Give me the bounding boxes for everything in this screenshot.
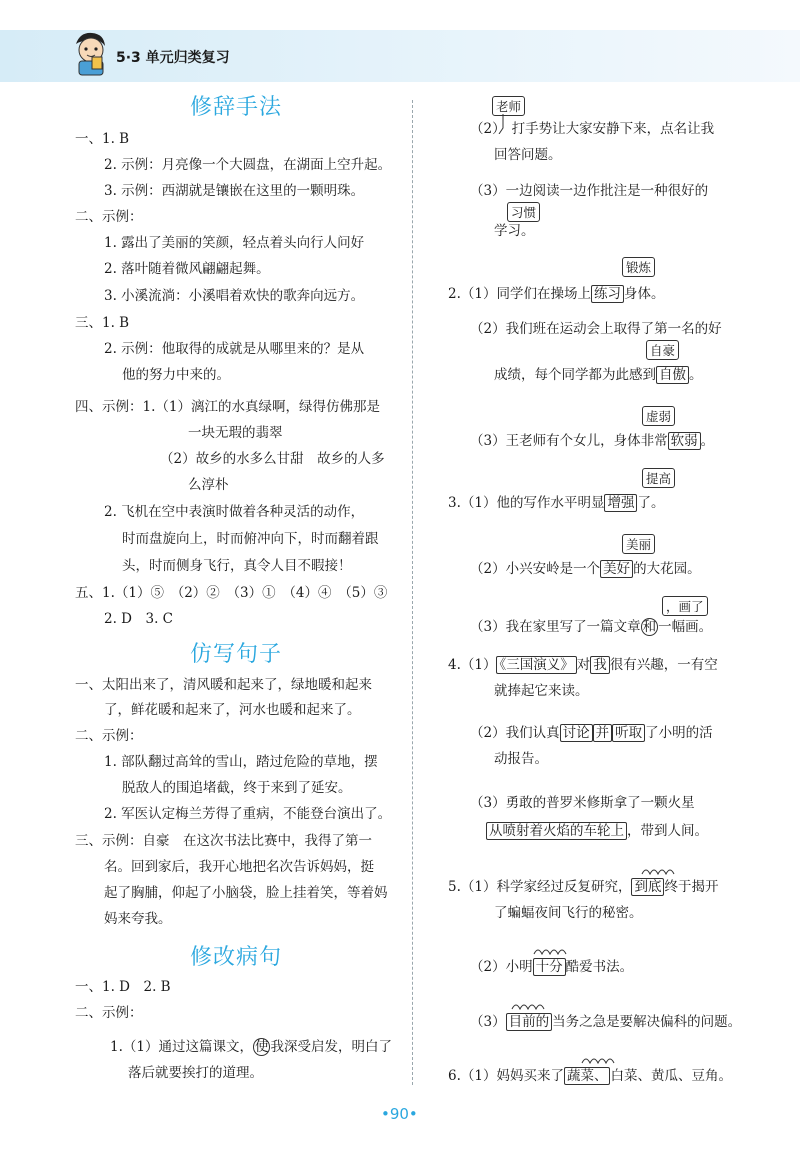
swap-word: 讨论 (560, 724, 593, 742)
answer-line: 么淳朴 (188, 477, 229, 493)
delete-mark-icon (532, 944, 568, 958)
answer-line: （2） 打手势让大家安静下来，点名让我 (470, 121, 715, 137)
answer-line: 妈来夸我。 (104, 911, 172, 927)
answer-line: 时而盘旋向上，时而俯冲向下，时而翻着跟 (122, 531, 379, 547)
answer-line: 一块无瑕的翡翠 (188, 425, 283, 441)
replaced-word: 增强 (604, 494, 637, 512)
answer-line: 二、示例： (75, 1005, 143, 1021)
answer-line: 一、1. D 2. B (75, 979, 171, 995)
swap-word: 我 (590, 656, 610, 674)
delete-mark-icon (580, 1053, 620, 1067)
moved-phrase: 从喷射着火焰的车轮上 (486, 822, 627, 840)
answer-line: （2）故乡的水多么甘甜 故乡的人多 (160, 451, 385, 467)
answer-line: 2. D 3. C (104, 611, 173, 627)
answer-line: 2. 示例：他取得的成就是从哪里来的？是从 (104, 341, 365, 357)
answer-line: 1. 露出了美丽的笑颜，轻点着头向行人问好 (104, 235, 365, 251)
section-title-imitation: 仿写句子 (190, 642, 283, 667)
answer-line: 6.（1）妈妈买来了 蔬菜、 白菜、黄瓜、豆角。 (448, 1068, 732, 1084)
answer-line: 从喷射着火焰的车轮上 ，带到人间。 (486, 822, 708, 840)
answer-line: 学习。 (494, 223, 535, 239)
insert-word: 习惯 (507, 202, 540, 222)
answer-line: （3）一边阅读一边作批注是一种很好的 (470, 183, 709, 199)
answer-line: 2. 军医认定梅兰芳得了重病，不能登台演出了。 (104, 806, 392, 822)
answer-line: 3.（1）他的写作水平明显 增强 了。 (448, 495, 665, 511)
answer-line: 了蝙蝠夜间飞行的秘密。 (494, 905, 643, 921)
answer-line: 脱敌人的围追堵截，终于来到了延安。 (122, 780, 352, 796)
answer-line: 落后就要挨打的道理。 (128, 1065, 263, 1081)
answer-line: 1.（1）通过这篇课文， 使 我深受启发，明白了 (110, 1039, 392, 1055)
answer-line: 3. 小溪流淌：小溪唱着欢快的歌奔向远方。 (104, 288, 365, 304)
section-title-rhetoric: 修辞手法 (190, 95, 283, 120)
answer-line: 3. 示例：西湖就是镶嵌在这里的一颗明珠。 (104, 183, 365, 199)
header-title: 5·3 单元归类复习 (116, 50, 230, 66)
swap-word: 《三国演义》 (496, 656, 576, 674)
answer-line: 5.（1）科学家经过反复研究， 到底 终于揭开 (448, 879, 719, 895)
delete-mark-icon (640, 864, 676, 878)
mascot-icon (70, 30, 110, 76)
answer-line: （2）我们认真 讨论 并 听取 了小明的活 (470, 725, 713, 741)
answer-line: 五、1.（1）⑤ （2）② （3）① （4）④ （5）③ (75, 585, 388, 601)
replaced-word: 软弱 (668, 432, 701, 450)
answer-line: （3） 目前的 当务之急是要解决偏科的问题。 (470, 1014, 742, 1030)
answer-line: 2. 飞机在空中表演时做着各种灵活的动作， (104, 504, 365, 520)
answer-line: 二、示例： (75, 209, 143, 225)
answer-line: 1. 部队翻过高耸的雪山，踏过危险的草地，摆 (104, 754, 378, 770)
answer-line: （2）小兴安岭是一个 美好 的大花园。 (470, 561, 701, 577)
answer-line: 就捧起它来读。 (494, 683, 589, 699)
answer-line: （3）我在家里写了一篇文章 和 一幅画。 (470, 619, 713, 635)
deleted-word: 蔬菜、 (564, 1067, 611, 1085)
insert-word: 老师 (492, 96, 525, 116)
answer-line: 回答问题。 (494, 147, 562, 163)
answer-line: 一、1. B (75, 131, 130, 147)
answer-line: （3）勇敢的普罗米修斯拿了一颗火星 (470, 795, 695, 811)
answer-line: 起了胸脯，仰起了小脑袋，脸上挂着笑，等着妈 (104, 885, 388, 901)
page-number: •90• (381, 1105, 418, 1123)
delete-mark-icon (510, 999, 550, 1013)
replaced-word: 自傲 (656, 366, 689, 384)
answer-line: （2）小明 十分 酷爱书法。 (470, 959, 634, 975)
answer-line: 一、太阳出来了，清风暖和起来了，绿地暖和起来 (75, 677, 372, 693)
deleted-word: 十分 (533, 958, 566, 976)
answer-line: 名。回到家后，我开心地把名次告诉妈妈，挺 (104, 859, 374, 875)
answer-line: 三、1. B (75, 315, 130, 331)
swap-word: 听取 (612, 724, 645, 742)
answer-line: 4.（1） 《三国演义》 对 我 很有兴趣，一有空 (448, 657, 718, 673)
insert-word: 自豪 (646, 340, 679, 360)
deleted-word: 目前的 (506, 1013, 553, 1031)
answer-line: 二、示例： (75, 728, 143, 744)
answer-line: 了，鲜花暖和起来了，河水也暖和起来了。 (104, 702, 361, 718)
insert-word: 锻炼 (622, 257, 655, 277)
column-divider (412, 100, 413, 1085)
replaced-word: 练习 (591, 285, 624, 303)
deleted-word-circle: 使 (254, 1039, 269, 1055)
replaced-word: 美好 (600, 560, 633, 578)
deleted-word-circle: 和 (642, 619, 657, 635)
insert-word: 提高 (642, 468, 675, 488)
answer-line: 头，时而侧身飞行，真令人目不暇接！ (122, 558, 352, 574)
answer-line: （3）王老师有个女儿，身体非常 软弱 。 (470, 433, 715, 449)
answer-line: 四、示例：1.（1）漓江的水真绿啊，绿得仿佛那是 (75, 399, 380, 415)
answer-line: 2. 落叶随着微风翩翩起舞。 (104, 261, 270, 277)
answer-line: 成绩，每个同学都为此感到 自傲 。 (494, 367, 703, 383)
insert-word: 美丽 (622, 534, 655, 554)
insert-word: ，画了 (662, 596, 708, 616)
answer-line: 三、示例：自豪 在这次书法比赛中，我得了第一 (75, 833, 372, 849)
answer-line: 动报告。 (494, 751, 548, 767)
swap-word: 并 (593, 724, 613, 742)
answer-line: （2）我们班在运动会上取得了第一名的好 (470, 321, 722, 337)
insert-word: 虚弱 (642, 406, 675, 426)
answer-line: 他的努力中来的。 (122, 367, 230, 383)
answer-line: 2. 示例：月亮像一个大圆盘，在湖面上空升起。 (104, 157, 392, 173)
deleted-word: 到底 (631, 878, 664, 896)
answer-line: 2.（1）同学们在操场上 练习 身体。 (448, 286, 665, 302)
section-title-correction: 修改病句 (190, 945, 283, 970)
